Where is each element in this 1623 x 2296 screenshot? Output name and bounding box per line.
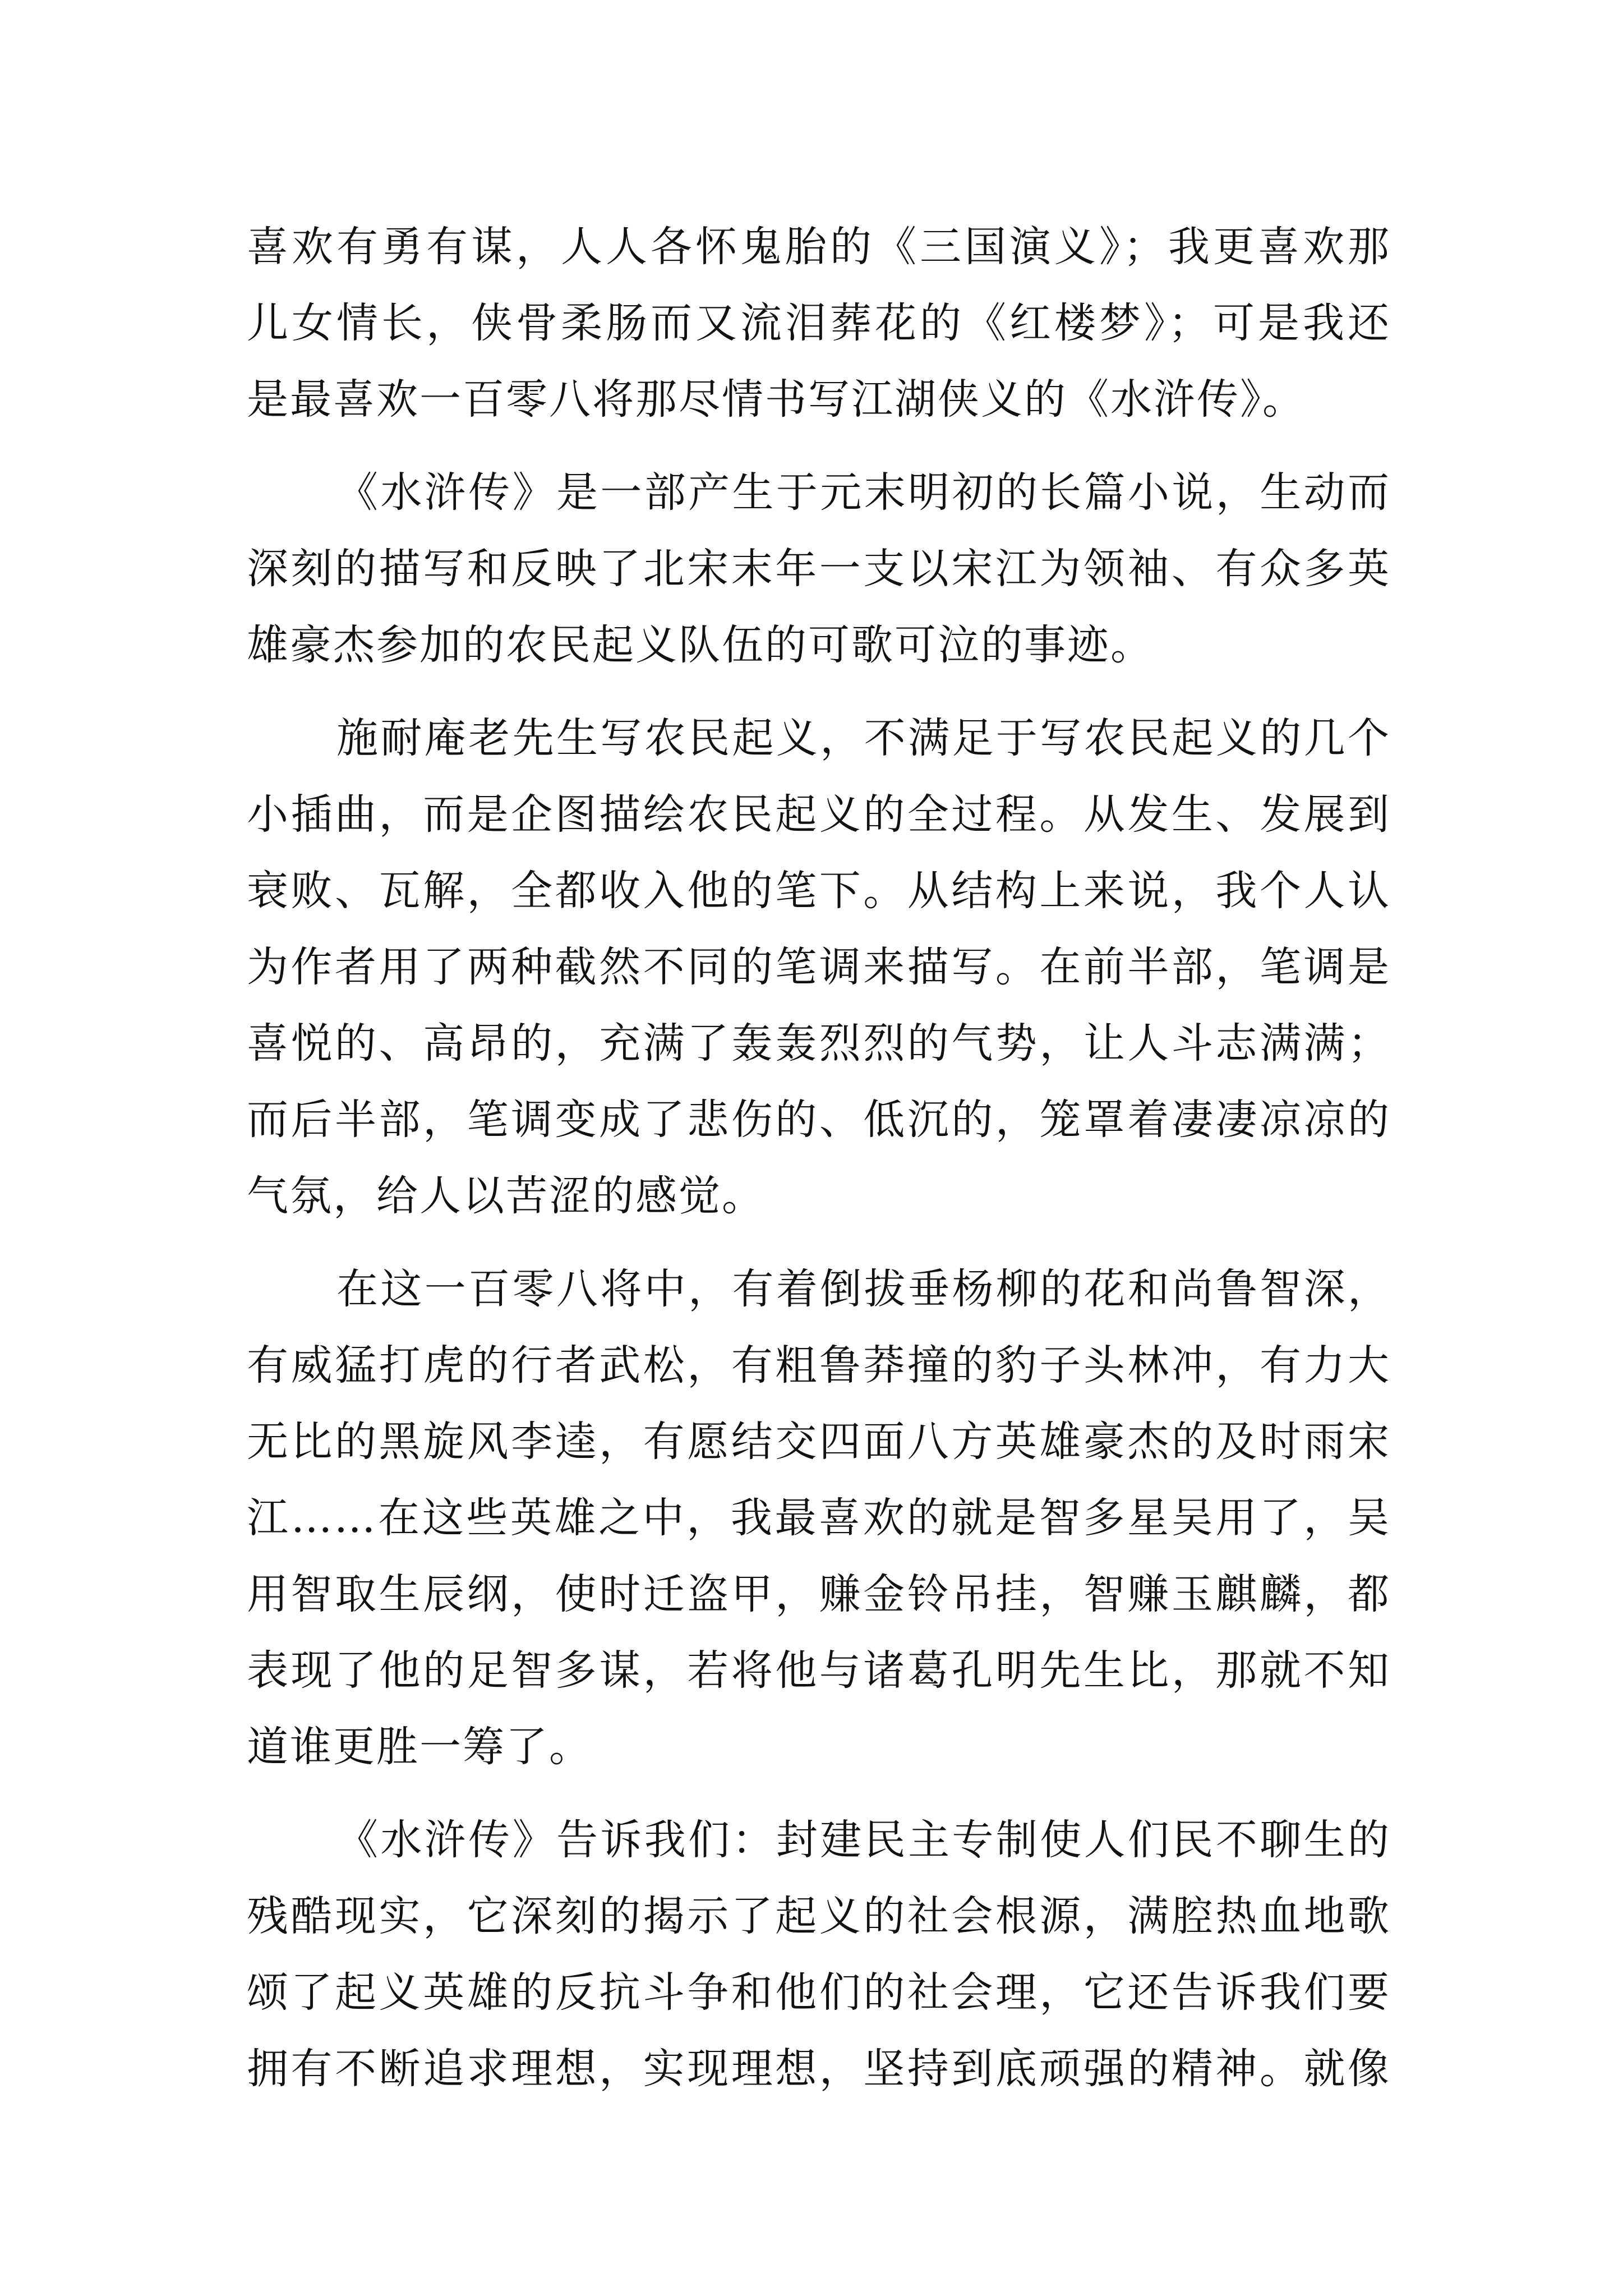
text-line: 《水浒传》是一部产生于元末明初的长篇小说，生动而 [336,468,1391,517]
text-line: 是最喜欢一百零八将那尽情书写江湖侠义的《水浒传》。 [247,375,1306,424]
text-line: 江……在这些英雄之中，我最喜欢的就是智多星吴用了，吴 [247,1494,1391,1542]
text-line: 无比的黑旋风李逵，有愿结交四面八方英雄豪杰的及时雨宋 [247,1418,1391,1466]
text-line: 为作者用了两种截然不同的笔调来描写。在前半部，笔调是 [247,943,1391,991]
paragraph [247,209,1391,438]
text-line: 雄豪杰参加的农民起义队伍的可歌可泣的事迹。 [247,621,1154,669]
text-line: 用智取生辰纲，使时迁盗甲，赚金铃吊挂，智赚玉麒麟，都 [247,1570,1391,1618]
paragraph [247,454,1391,683]
text-line: 深刻的描写和反映了北宋末年一支以宋江为领袖、有众多英 [247,545,1391,593]
text-line: 施耐庵老先生写农民起义，不满足于写农民起义的几个 [336,714,1391,762]
text-line: 道谁更胜一筹了。 [247,1723,592,1771]
text-line: 残酷现实，它深刻的揭示了起义的社会根源，满腔热血地歌 [247,1892,1391,1940]
text-line: 而后半部，笔调变成了悲伤的、低沉的，笼罩着凄凄凉凉的 [247,1096,1391,1144]
body-text [247,209,1391,2107]
paragraph [247,1251,1391,1785]
paragraph [247,700,1391,1234]
text-line: 《水浒传》告诉我们：封建民主专制使人们民不聊生的 [336,1816,1391,1864]
text-line: 小插曲，而是企图描绘农民起义的全过程。从发生、发展到 [247,790,1391,839]
text-line: 喜欢有勇有谋，人人各怀鬼胎的《三国演义》；我更喜欢那 [247,223,1391,271]
text-line: 喜悦的、高昂的，充满了轰轰烈烈的气势，让人斗志满满； [247,1019,1391,1068]
paragraph [247,1802,1391,2107]
text-line: 有威猛打虎的行者武松，有粗鲁莽撞的豹子头林冲，有力大 [247,1341,1391,1389]
text-line: 拥有不断追求理想，实现理想，坚持到底顽强的精神。就像 [247,2045,1391,2093]
text-line: 表现了他的足智多谋，若将他与诸葛孔明先生比，那就不知 [247,1646,1391,1695]
text-line: 在这一百零八将中，有着倒拔垂杨柳的花和尚鲁智深， [336,1265,1391,1313]
text-line: 气氛，给人以苦涩的感觉。 [247,1172,765,1220]
text-line: 儿女情长，侠骨柔肠而又流泪葬花的《红楼梦》；可是我还 [247,299,1391,347]
text-line: 衰败、瓦解，全都收入他的笔下。从结构上来说，我个人认 [247,867,1391,915]
text-line: 颂了起义英雄的反抗斗争和他们的社会理，它还告诉我们要 [247,1968,1391,2017]
